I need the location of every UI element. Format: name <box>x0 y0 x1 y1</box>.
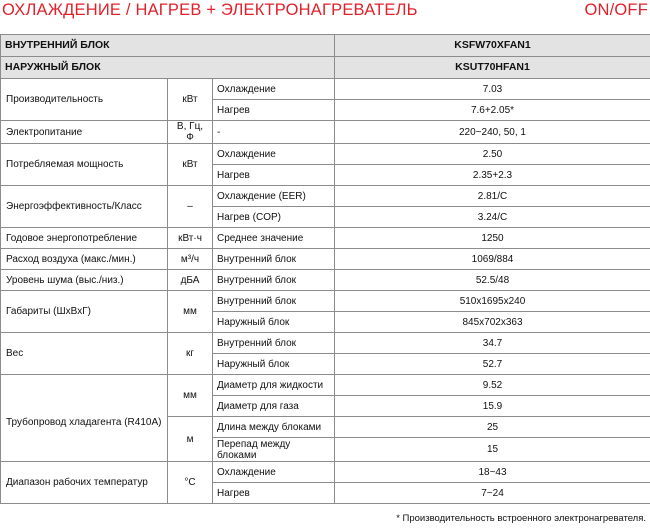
value-cell: 3.24/C <box>335 207 650 228</box>
sub-label: - <box>213 121 335 144</box>
unit-capacity: кВт <box>168 79 213 121</box>
value-cell: 2.50 <box>335 144 650 165</box>
value-cell: 15.9 <box>335 396 650 417</box>
unit-piping-mm: мм <box>168 375 213 417</box>
param-weight: Вес <box>1 333 168 375</box>
value-cell: 7.6+2.05* <box>335 100 650 121</box>
table-row <box>1 249 650 270</box>
table-row <box>1 186 650 207</box>
value-cell: 1250 <box>335 228 650 249</box>
sub-label: Охлаждение <box>213 79 335 100</box>
indoor-unit-label: ВНУТРЕННИЙ БЛОК <box>1 35 335 57</box>
outdoor-unit-model: KSUT70HFAN1 <box>335 57 650 79</box>
value-cell: 52.5/48 <box>335 270 650 291</box>
value-cell: 1069/884 <box>335 249 650 270</box>
sub-label: Наружный блок <box>213 312 335 333</box>
sub-label: Наружный блок <box>213 354 335 375</box>
value-cell: 52.7 <box>335 354 650 375</box>
mode-label: ON/OFF <box>584 1 648 19</box>
sub-label: Нагрев (COP) <box>213 207 335 228</box>
value-cell: 2.35+2.3 <box>335 165 650 186</box>
value-cell: 9.52 <box>335 375 650 396</box>
outdoor-unit-label: НАРУЖНЫЙ БЛОК <box>1 57 335 79</box>
table-row <box>1 462 650 483</box>
param-annual: Годовое энергопотребление <box>1 228 168 249</box>
table-row <box>1 270 650 291</box>
param-piping: Трубопровод хладагента (R410A) <box>1 375 168 462</box>
unit-noise: дБА <box>168 270 213 291</box>
page-title: ОХЛАЖДЕНИЕ / НАГРЕВ + ЭЛЕКТРОНАГРЕВАТЕЛЬ <box>2 1 418 19</box>
value-cell: 15 <box>335 438 650 462</box>
sub-label: Нагрев <box>213 483 335 504</box>
sub-label: Нагрев <box>213 100 335 121</box>
footnote: * Производительность встроенного электронагревателя. <box>396 513 646 524</box>
param-efficiency: Энергоэффективность/Класс <box>1 186 168 228</box>
unit-annual: кВт·ч <box>168 228 213 249</box>
table-row <box>1 144 650 165</box>
unit-efficiency: – <box>168 186 213 228</box>
spec-table <box>0 34 650 504</box>
table-row <box>1 291 650 312</box>
sub-label: Охлаждение <box>213 462 335 483</box>
unit-piping-m: м <box>168 417 213 462</box>
sub-label: Внутренний блок <box>213 291 335 312</box>
table-row <box>1 121 650 144</box>
value-cell: 25 <box>335 417 650 438</box>
param-power: Электропитание <box>1 121 168 144</box>
value-cell: 220~240, 50, 1 <box>335 121 650 144</box>
unit-consumption: кВт <box>168 144 213 186</box>
unit-airflow: м³/ч <box>168 249 213 270</box>
param-airflow: Расход воздуха (макс./мин.) <box>1 249 168 270</box>
param-capacity: Производительность <box>1 79 168 121</box>
unit-dimensions: мм <box>168 291 213 333</box>
param-noise: Уровень шума (выс./низ.) <box>1 270 168 291</box>
sub-label: Внутренний блок <box>213 333 335 354</box>
sub-label: Нагрев <box>213 165 335 186</box>
table-row <box>1 333 650 354</box>
value-cell: 18~43 <box>335 462 650 483</box>
sub-label: Охлаждение <box>213 144 335 165</box>
sub-label: Диаметр для газа <box>213 396 335 417</box>
unit-weight: кг <box>168 333 213 375</box>
sub-label: Внутренний блок <box>213 249 335 270</box>
param-dimensions: Габариты (ШхВхГ) <box>1 291 168 333</box>
title-bar <box>0 0 650 24</box>
value-cell: 7~24 <box>335 483 650 504</box>
unit-temperature: °C <box>168 462 213 504</box>
unit-power: В, Гц, Ф <box>168 121 213 144</box>
header-row-indoor <box>1 35 650 57</box>
table-row <box>1 375 650 396</box>
sub-label: Диаметр для жидкости <box>213 375 335 396</box>
table-row <box>1 228 650 249</box>
value-cell: 845x702x363 <box>335 312 650 333</box>
indoor-unit-model: KSFW70XFAN1 <box>335 35 650 57</box>
param-temperature: Диапазон рабочих температур <box>1 462 168 504</box>
table-row <box>1 79 650 100</box>
value-cell: 7.03 <box>335 79 650 100</box>
sub-label: Внутренний блок <box>213 270 335 291</box>
param-consumption: Потребляемая мощность <box>1 144 168 186</box>
value-cell: 2.81/C <box>335 186 650 207</box>
value-cell: 34.7 <box>335 333 650 354</box>
sub-label: Охлаждение (EER) <box>213 186 335 207</box>
sub-label: Среднее значение <box>213 228 335 249</box>
sub-label: Перепад между блоками <box>213 438 335 462</box>
value-cell: 510x1695x240 <box>335 291 650 312</box>
header-row-outdoor <box>1 57 650 79</box>
sub-label: Длина между блоками <box>213 417 335 438</box>
